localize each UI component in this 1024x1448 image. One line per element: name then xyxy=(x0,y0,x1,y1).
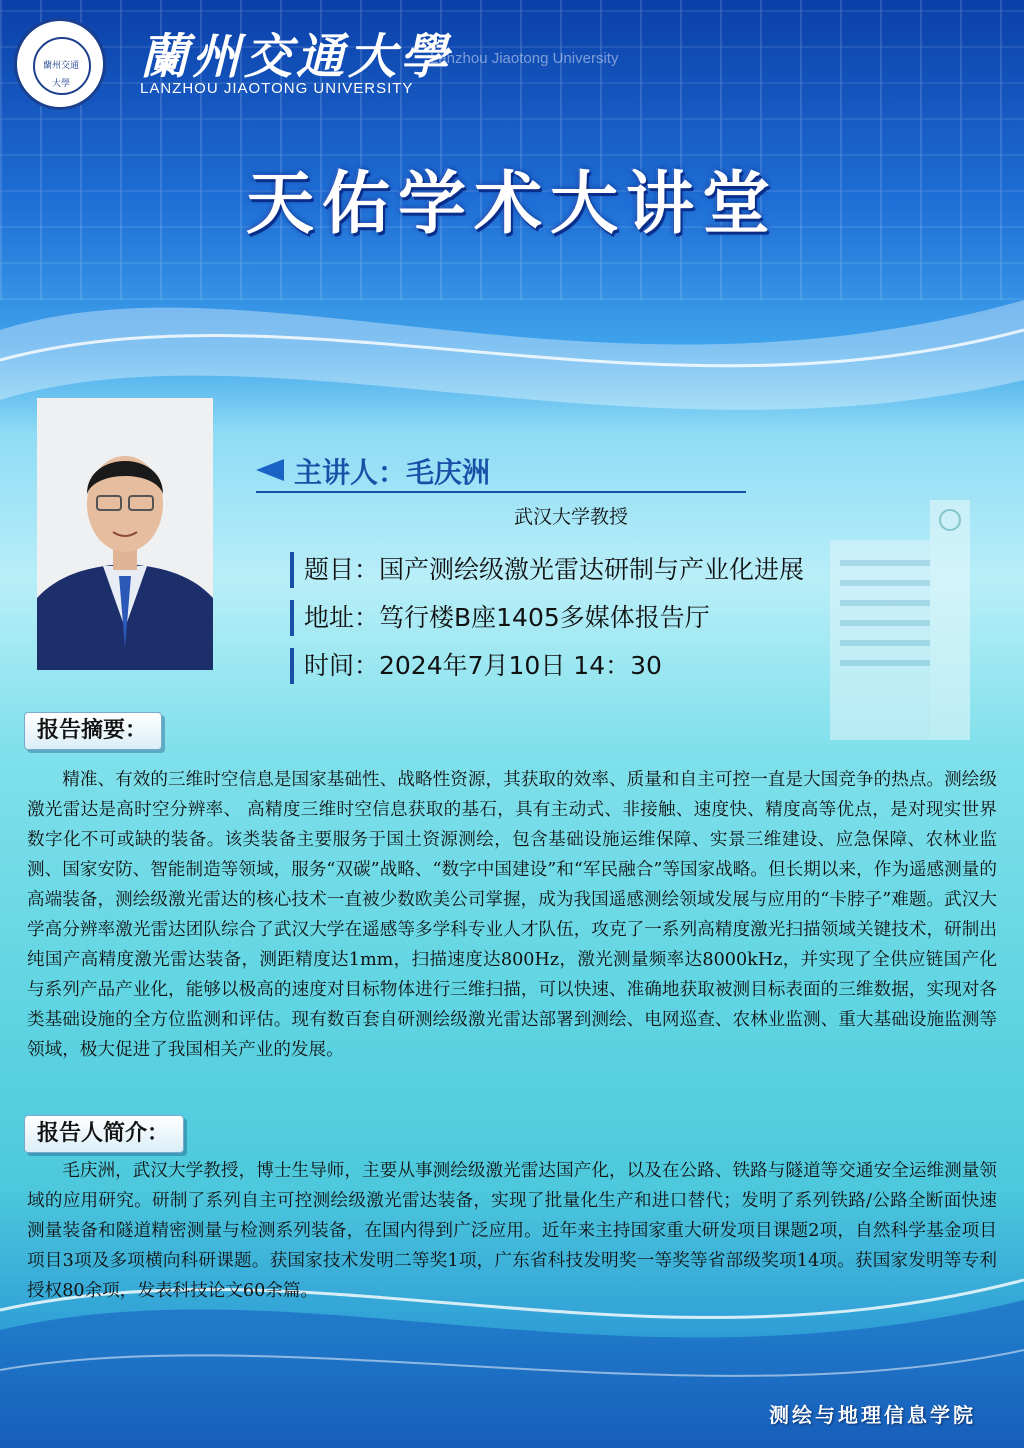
school-name: 测绘与地理信息学院 xyxy=(769,1403,976,1427)
watermark-text-en: Lanzhou Jiaotong University xyxy=(430,50,619,67)
bio-heading: 报告人简介： xyxy=(24,1115,184,1153)
university-name-en: LANZHOU JIAOTONG UNIVERSITY xyxy=(140,80,414,97)
university-seal-logo xyxy=(14,18,106,110)
info-time: 时间：2024年7月10日 14：30 xyxy=(290,648,662,684)
page-title: 天佑学术大讲堂 xyxy=(245,165,778,244)
speaker-photo xyxy=(37,398,213,670)
abstract-text: 精准、有效的三维时空信息是国家基础性、战略性资源，其获取的效率、质量和自主可控一直是大国竞争的热点。测绘级激光雷达是高时空分辨率、 高精度三维时空信息获取的基石，具有主动式、非接触、速度快、精度高等优点，是对现实世界数字化不可或缺的装备。该类装备主要服务于国土资源测绘，包含基础设施运维保障、实景三维建设、应急保障、农林业监测、国家安防、智能制造等领域，服务“双碳”战略、“数字中国建设”和“军民融合”等国家战略。但长期以来，作为遥感测量的高端装备，测绘级激光雷达的核心技术一直被少数欧美公司掌握，成为我国遥感测绘领域发展与应用的“卡脖子”难题。武汉大学高分辨率激光雷达团队综合了武汉大学在遥感等多学科专业人才队伍，攻克了一系列高精度激光扫描领域关键技术，研制出纯国产高精度激光雷达装备，测距精度达1mm，扫描速度达800Hz，激光测量频率达8000kHz，并实现了全供应链国产化与系列产品产业化，能够以极高的速度对目标物体进行三维扫描，可以快速、准确地获取被测目标表面的三维数据，实现对各类基础设施的全方位监测和评估。现有数百套自研测绘级激光雷达部署到测绘、电网巡查、农林业监测、重大基础设施监测等领域，极大促进了我国相关产业的发展。 xyxy=(27,770,997,1060)
university-watermark xyxy=(430,50,618,67)
bio-text: 毛庆洲，武汉大学教授，博士生导师，主要从事测绘级激光雷达国产化，以及在公路、铁路与隧道等交通安全运维测量领域的应用研究。研制了系列自主可控测绘级激光雷达装备，实现了批量化生产和进口替代；发明了系列铁路/公路全断面快速测量装备和隧道精密测量与检测系列装备，在国内得到广泛应用。近年来主持国家重大研发项目课题2项，自然科学基金项目项目3项及多项横向科研课题。获国家技术发明二等奖1项，广东省科技发明奖一等奖等省部级奖项14项。获国家发明等专利授权80余项，发表科技论文60余篇。 xyxy=(27,1161,997,1301)
speaker-name: 主讲人：毛庆洲 xyxy=(294,456,491,489)
speaker-affiliation: 武汉大学教授 xyxy=(514,506,629,528)
abstract-heading: 报告摘要： xyxy=(24,712,162,750)
arrow-left-icon xyxy=(256,459,284,481)
speaker-header xyxy=(256,451,746,493)
info-location: 地址：笃行楼B座1405多媒体报告厅 xyxy=(290,600,710,636)
seal-text: 蘭州交通大學 xyxy=(42,61,79,89)
info-topic: 题目：国产测绘级激光雷达研制与产业化进展 xyxy=(290,552,804,588)
university-name-cn: 蘭州交通大學 xyxy=(140,29,453,85)
campus-building-illustration xyxy=(810,490,1000,740)
